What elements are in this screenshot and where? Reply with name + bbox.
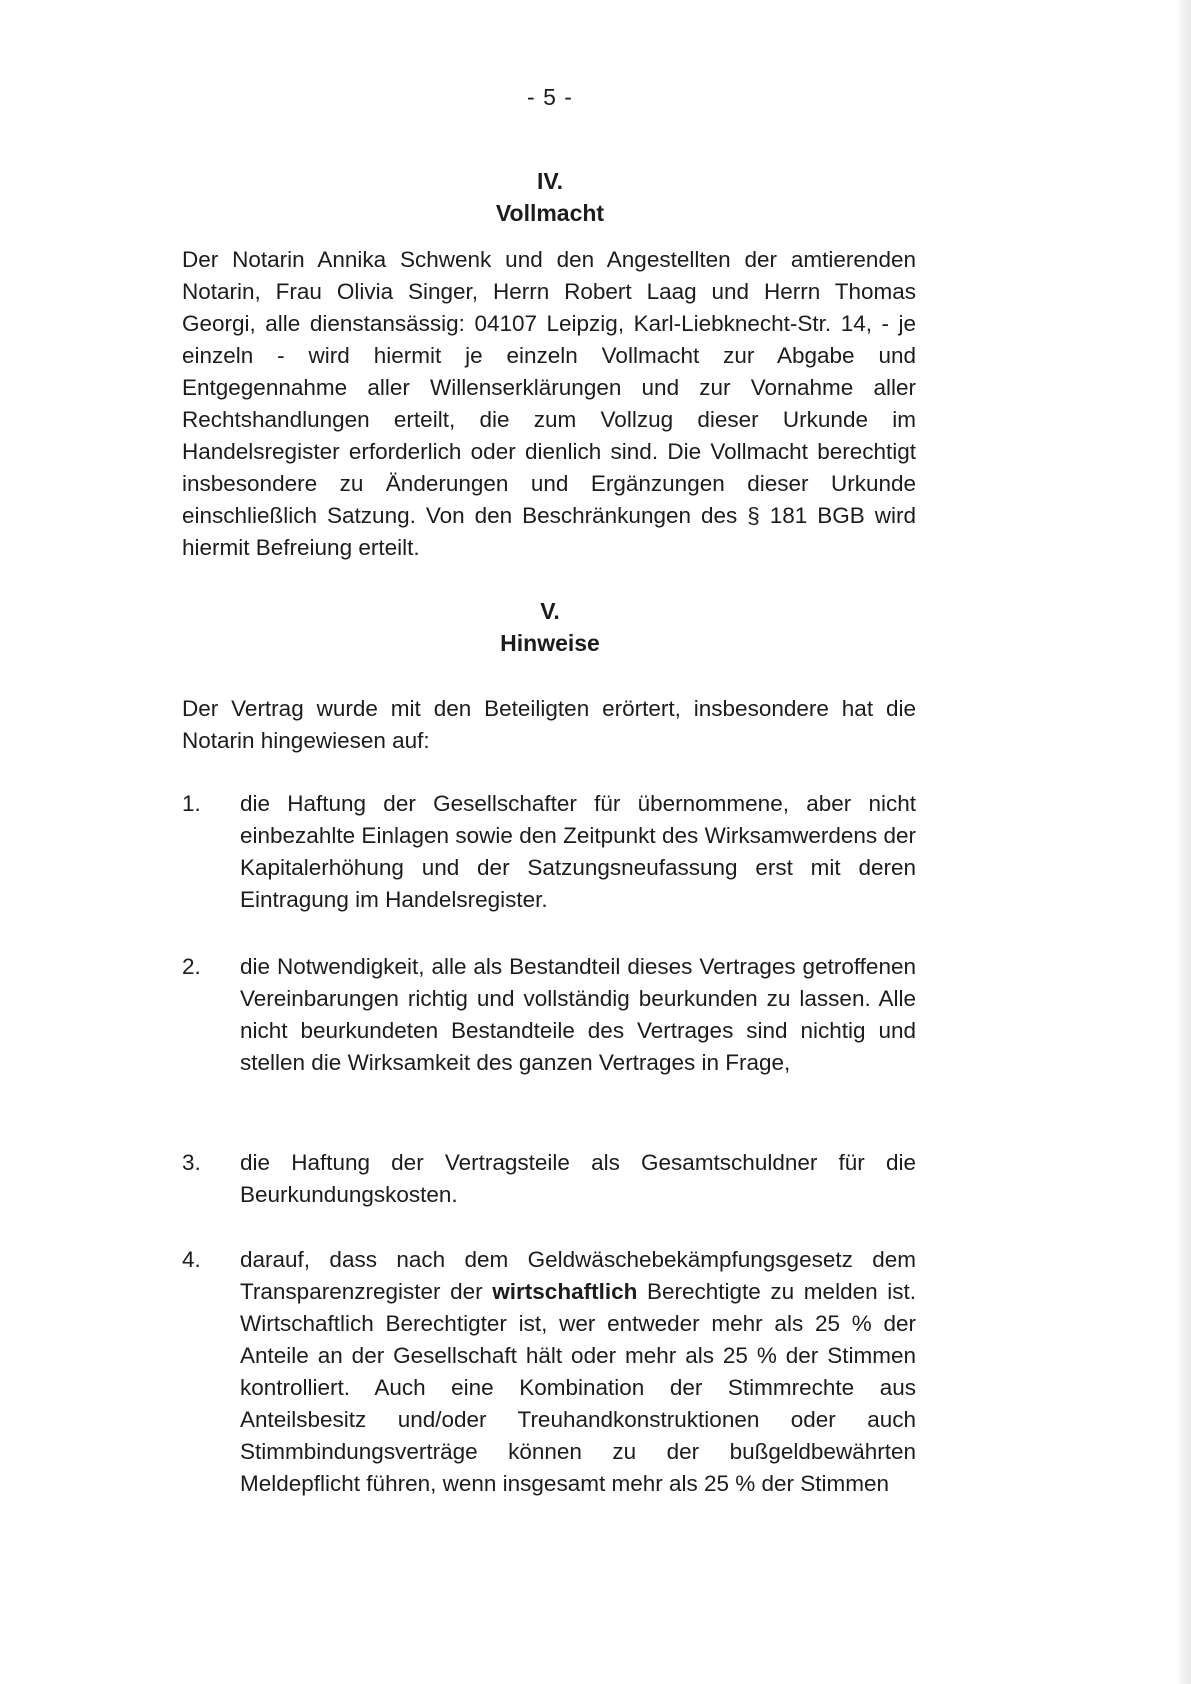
emphasis-wirtschaftlich: wirtschaftlich: [492, 1279, 638, 1304]
section-number: IV.: [536, 168, 563, 194]
list-item-number: 2.: [182, 954, 201, 979]
list-item-number: 3.: [182, 1150, 201, 1175]
section-title: Vollmacht: [495, 200, 605, 226]
list-item: [182, 788, 916, 916]
page-number: - 5 -: [527, 84, 573, 110]
list-item: [182, 951, 916, 1079]
section-title: Hinweise: [500, 630, 600, 656]
section-heading-vollmacht: [0, 165, 1100, 229]
list-item-text: die Notwendigkeit, alle als Bestandteil dieses Vertrages getroffenen Vereinbarungen richtig und vollständig beurkunden zu lassen. Alle nicht beurkundeten Bestandteile des Vertrages sind nichtig und stellen die Wirksamkeit des ganzen Vertrages in Frage,: [240, 954, 916, 1075]
vollmacht-paragraph: Der Notarin Annika Schwenk und den Angestellten der amtierenden Notarin, Frau Olivia Singer, Herrn Robert Laag und Herrn Thomas Georgi, alle dienstansässig: 04107 Leipzig, Karl-Liebknecht-Str. 14, - je einzeln - wird hiermit je einzeln Vollmacht zur Abgabe und Entgegennahme aller Willenserklärungen und zur Vornahme aller Rechtshandlungen erteilt, die zum Vollzug dieser Urkunde im Handelsregister erforderlich oder dienlich sind. Die Vollmacht berechtigt insbesondere zu Änderungen und Ergänzungen dieser Urkunde einschließlich Satzung. Von den Beschränkungen des § 181 BGB wird hiermit Befreiung erteilt.: [182, 247, 916, 560]
list-item-text: die Haftung der Vertragsteile als Gesamtschuldner für die Beurkundungskosten.: [240, 1150, 916, 1207]
hinweise-intro-paragraph: Der Vertrag wurde mit den Beteiligten erörtert, insbesondere hat die Notarin hingewiesen auf:: [182, 696, 916, 753]
scan-edge-shadow: [1177, 0, 1191, 1684]
list-item: [182, 1147, 916, 1211]
section-number: V.: [540, 598, 560, 624]
list-item: [182, 1244, 916, 1500]
section-heading-hinweise: [0, 595, 1100, 659]
list-item-text: [240, 1244, 916, 1500]
list-item-text-part: Berechtigte zu melden ist. Wirtschaftlich Berechtigter ist, wer entweder mehr als 25 % der Anteile an der Gesellschaft hält oder mehr als 25 % der Stimmen kontrolliert. Auch eine Kombination der Stimmrechte aus Anteilsbesitz und/oder Treuhandkonstruktionen oder auch Stimmbindungsverträge können zu der bußgeldbewährten Meldepflicht führen, wenn insgesamt mehr als 25 % der Stimmen: [240, 1279, 916, 1496]
list-item-number: 1.: [182, 791, 201, 816]
list-item-text: die Haftung der Gesellschafter für übernommene, aber nicht einbezahlte Einlagen sowie den Zeitpunkt des Wirksamwerdens der Kapitalerhöhung und der Satzungsneufassung erst mit deren Eintragung im Handelsregister.: [240, 791, 916, 912]
list-item-number: 4.: [182, 1247, 201, 1272]
list-item-text-part: darauf, dass nach dem Geldwäschebekämpfungsgesetz dem Transparenzregister der: [240, 1247, 916, 1304]
